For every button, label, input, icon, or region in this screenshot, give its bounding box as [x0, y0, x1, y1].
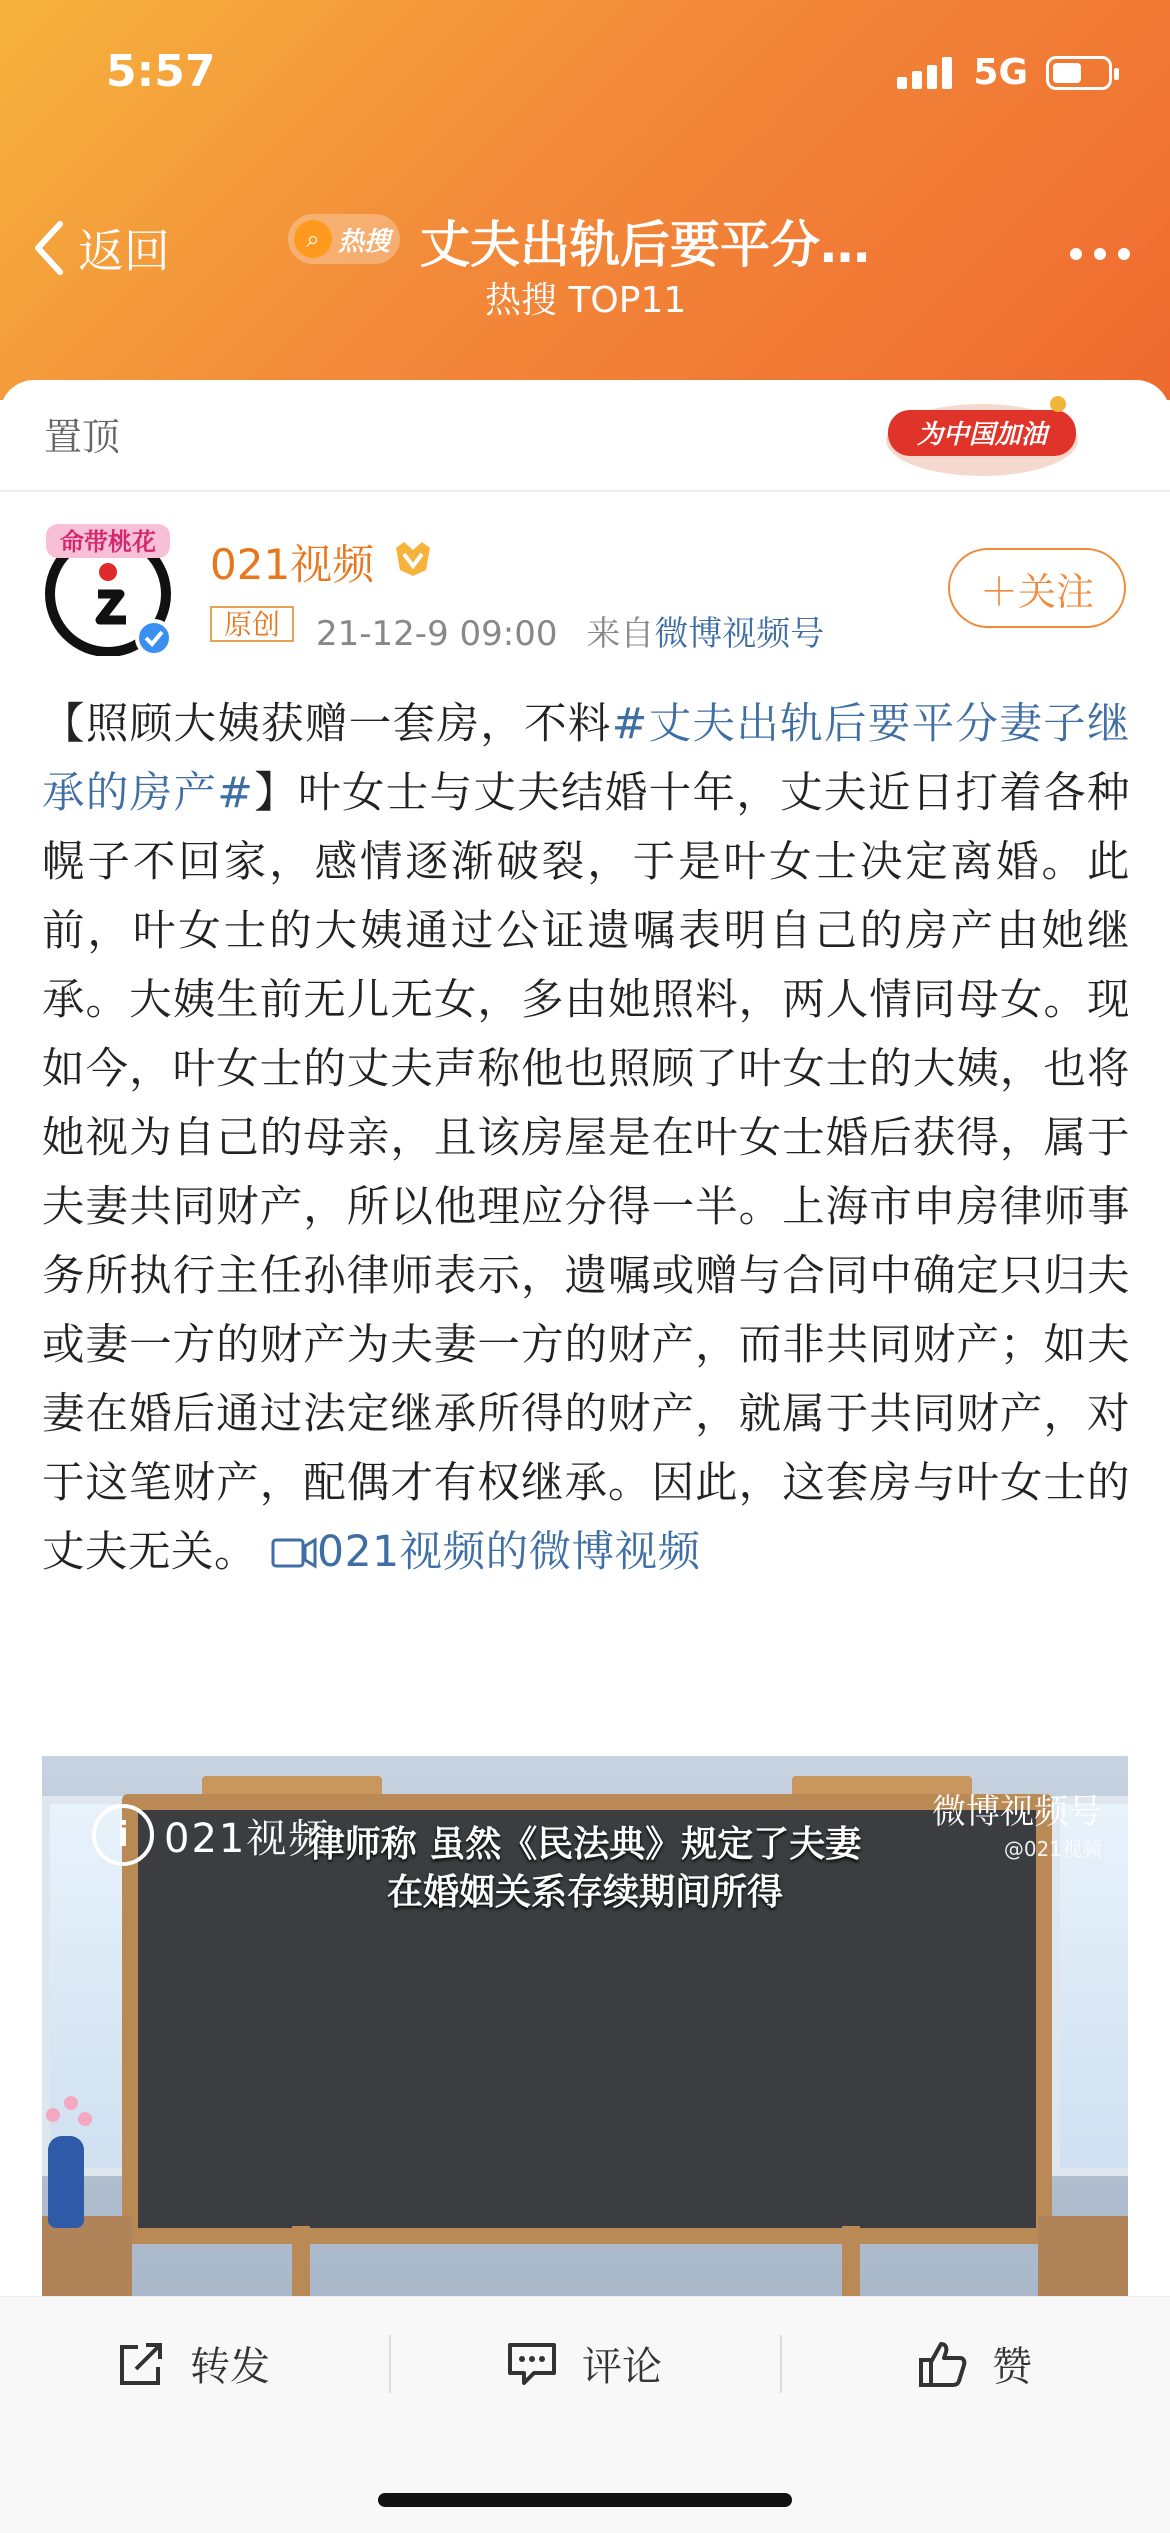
- home-indicator[interactable]: [378, 2493, 792, 2507]
- vip-badge-icon: [392, 540, 434, 578]
- chevron-left-icon: [30, 218, 70, 278]
- original-badge: 原创: [210, 606, 294, 642]
- comment-icon: [506, 2341, 558, 2387]
- page-title: 丈夫出轨后要平分…: [420, 216, 870, 274]
- follow-button[interactable]: ＋关注: [948, 548, 1126, 628]
- header: [0, 0, 1170, 400]
- post-meta: 21-12-9 09:00 来自微博视频号: [316, 614, 825, 654]
- share-icon: [116, 2341, 166, 2387]
- status-bar-right: [897, 52, 1112, 93]
- hot-search-badge: ⌕ 热搜: [288, 214, 400, 264]
- more-options-icon[interactable]: [1070, 248, 1130, 260]
- battery-icon: [1046, 56, 1112, 90]
- video-caption-line1: 律师称 虽然《民法典》规定了夫妻: [308, 1824, 862, 1865]
- video-watermark-left: i 021视频: [92, 1804, 330, 1866]
- content-card: [0, 380, 1170, 2532]
- avatar[interactable]: [40, 520, 176, 656]
- post-source[interactable]: 微博视频号: [654, 614, 825, 654]
- svg-text:为中国加油: 为中国加油: [916, 420, 1048, 450]
- back-label: 返回: [78, 224, 170, 278]
- post-header: [0, 510, 1170, 670]
- network-type: 5G: [973, 52, 1028, 93]
- vase-icon: [48, 2136, 84, 2228]
- username[interactable]: 021视频: [210, 540, 375, 589]
- video-watermark-right: 微博视频号 @021视频: [932, 1792, 1102, 1861]
- video-player[interactable]: [42, 1756, 1128, 2296]
- post-time: 21-12-9 09:00: [316, 614, 558, 654]
- signal-icon: [897, 57, 955, 89]
- status-time: 5:57: [106, 46, 216, 97]
- thumbs-up-icon: [918, 2340, 968, 2388]
- hashtag-link[interactable]: #丈夫出轨后要平分妻子继承的房产#: [42, 700, 1130, 818]
- back-button[interactable]: [30, 215, 170, 281]
- repost-button[interactable]: 转发: [116, 2335, 270, 2392]
- comment-button[interactable]: 评论: [506, 2335, 662, 2392]
- video-caption-line2: 在婚姻关系存续期间所得: [386, 1872, 783, 1913]
- like-button[interactable]: 赞: [918, 2335, 1032, 2392]
- video-link-icon: [271, 1536, 317, 1570]
- bottom-action-bar: [0, 2296, 1170, 2533]
- pinned-label: 置顶: [44, 415, 121, 459]
- page-subtitle: 热搜 TOP11: [485, 280, 687, 321]
- post-body: 【照顾大姨获赠一套房，不料#丈夫出轨后要平分妻子继承的房产#】叶女士与丈夫结婚十年，丈夫近日打着各种幌子不回家，感情逐渐破裂，于是叶女士决定离婚。此前，叶女士的大姨通过公证遗嘱表明自己的房产由她继承。大姨生前无儿无女，多由她照料，两人情同母女。现如今，叶女士的丈夫声称他也照顾了叶女士的大姨，也将她视为自己的母亲，且该房屋是在叶女士婚后获得，属于夫妻共同财产，所以他理应分得一半。上海市申房律师事务所执行主任孙律师表示，遗嘱或赠与合同中确定只归夫或妻一方的财产为夫妻一方的财产，而非共同财产；如夫妻在婚后通过法定继承所得的财产，就属于共同财产，对于这笔财产，配偶才有权继承。因此，这套房与叶女士的丈夫无关。 021视频的微博视频: [42, 700, 1130, 1577]
- video-link[interactable]: 021视频的微博视频: [271, 1528, 701, 1577]
- promo-banner-icon[interactable]: [882, 388, 1082, 480]
- svg-text:命带桃花: 命带桃花: [60, 528, 156, 556]
- pinned-row: [0, 380, 1170, 492]
- search-icon: ⌕: [294, 220, 332, 258]
